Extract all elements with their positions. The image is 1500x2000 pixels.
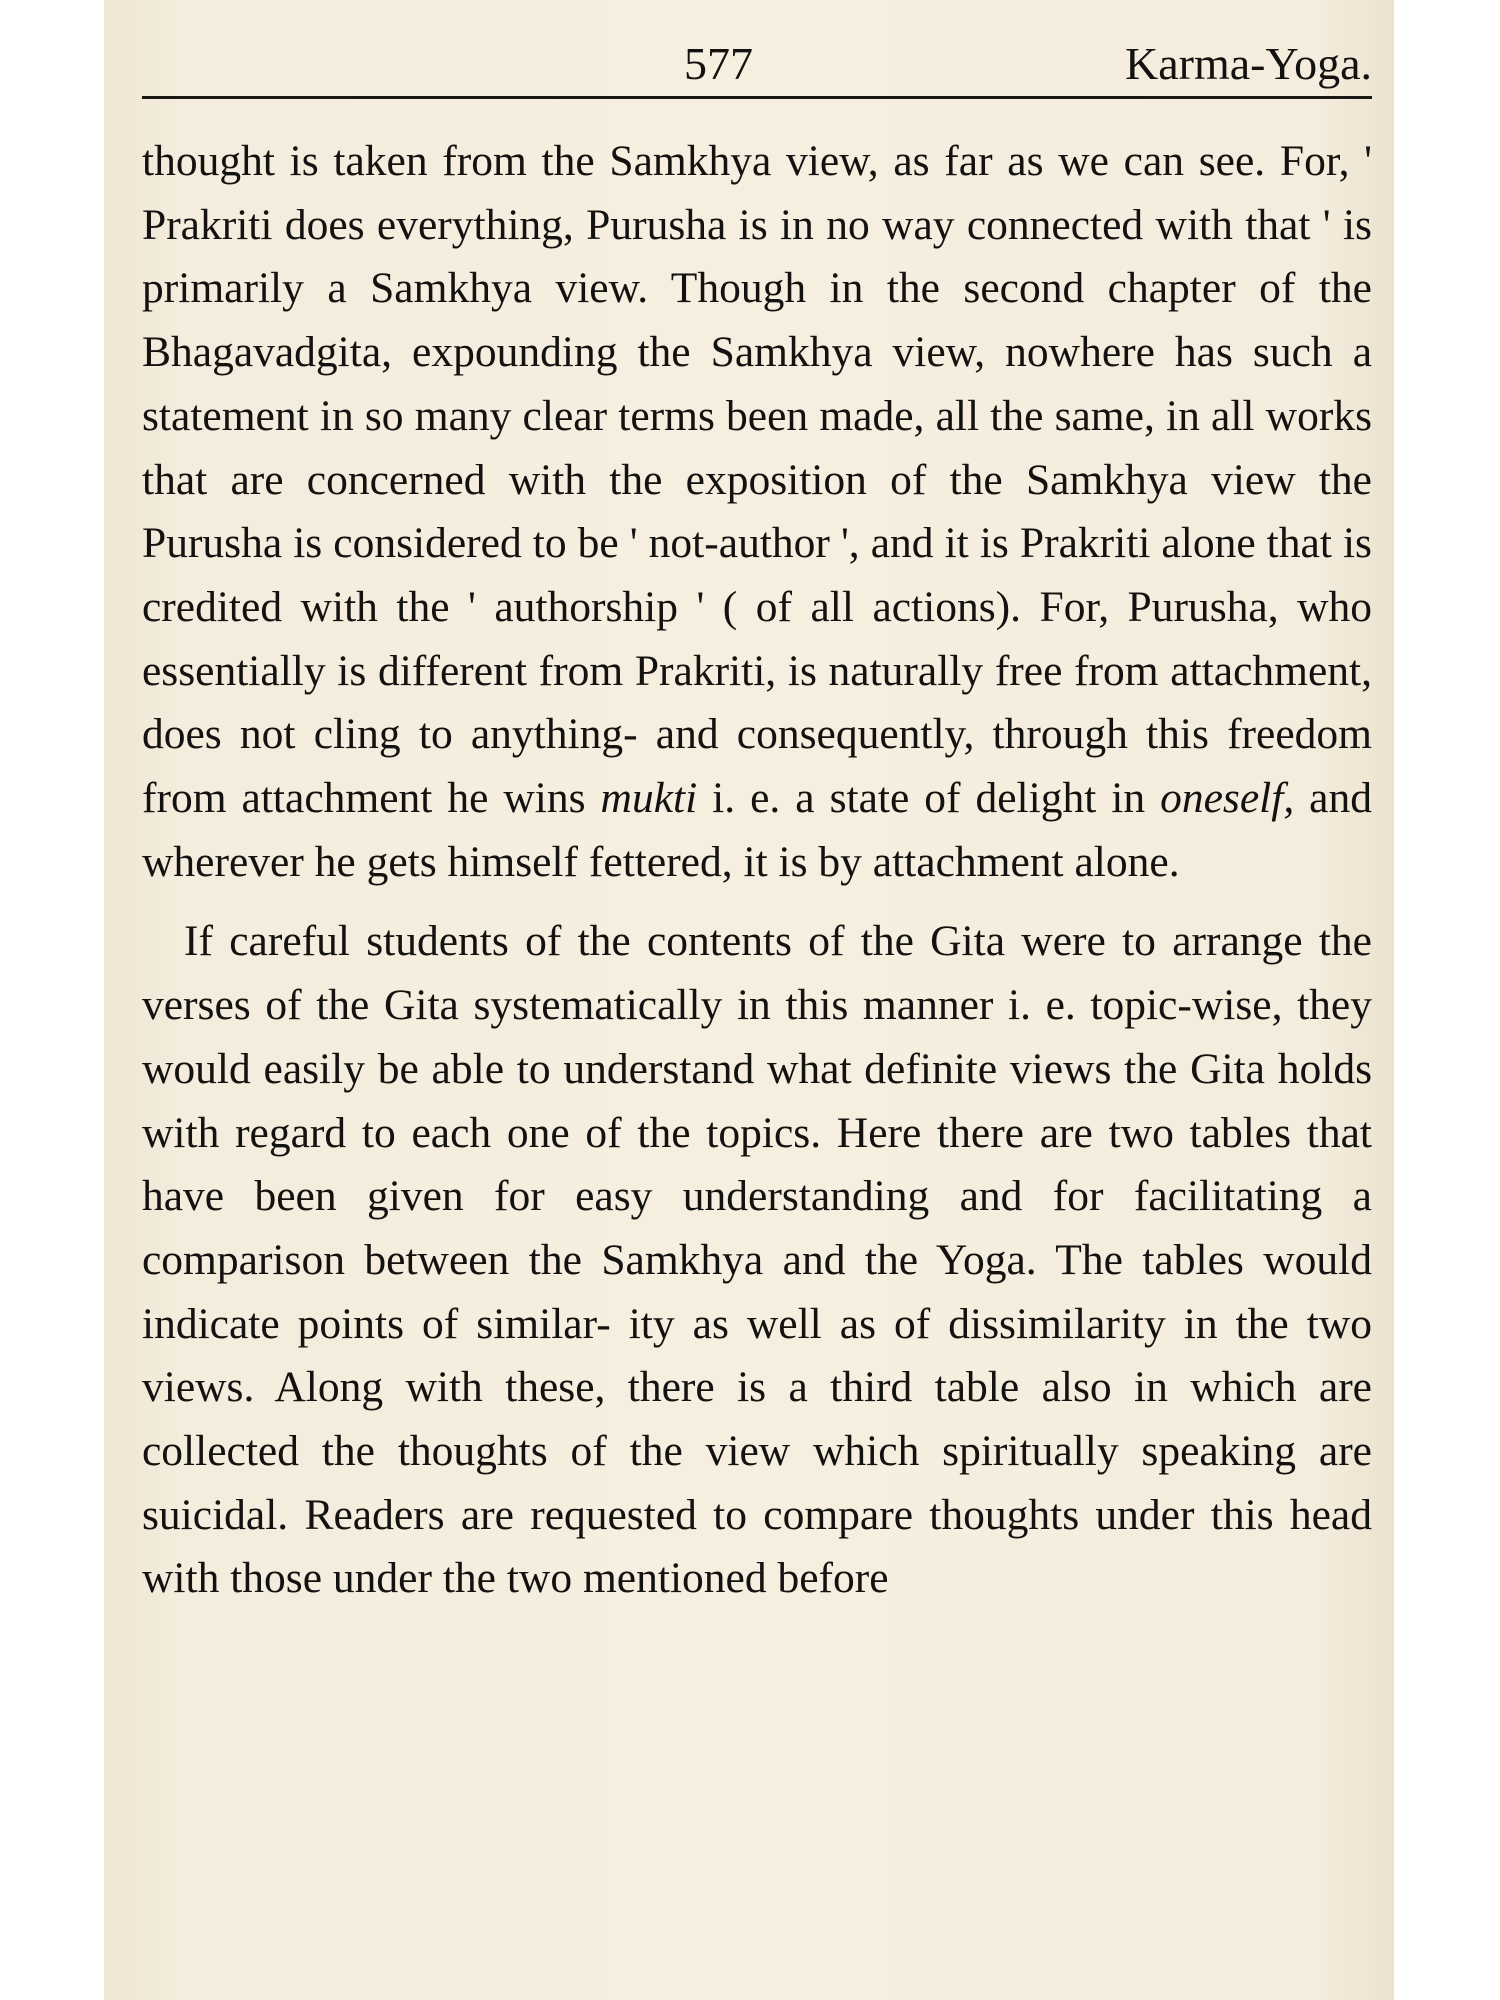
italic-term-oneself: oneself, [1160,774,1295,823]
text-segment: and wherever he gets himself fettered, it is by attachment alone. [142,774,1372,886]
paragraph-1 [142,130,1372,894]
italic-term-mukti: mukti [600,774,698,823]
page-header [142,28,1372,98]
paragraph-2 [142,910,1372,1611]
page-number: 577 [684,38,753,89]
text-segment: thought is taken from the Samkhya view, as far as we can see. For, ' Prakriti does everything, Purusha is in no way connected with that ' is primarily a Samkhya view. Though in the second chapter of the Bhagavadgita, expounding the Samkhya view, nowhere has such a statement in so many clear terms been made, all the same, in all works that are concerned with the exposition of the Samkhya view the Purusha is considered to be ' not-author ', and it is Prakriti alone that is credited with the ' authorship ' ( of all actions). For, Purusha, who essentially is different from Prakriti, is naturally free from attachment, does not cling to anything- and consequently, through this freedom from attachment he wins [142,137,1372,823]
header-rule [142,96,1372,99]
text-segment: If careful students of the contents of the Gita were to arrange the verses of the Gita systematically in this manner i. e. topic-wise, they would easily be able to understand what definite views the Gita holds with regard to each one of the topics. Here there are two tables that have been given for easy understanding and for facilitating a comparison between the Samkhya and the Yoga. The tables would indicate points of similar- ity as well as of dissimilarity in the two views. Along with these, there is a third table also in which are collected the thoughts of the view which spiritually speaking are suicidal. Readers are requested to compare thoughts under this head with those under the two mentioned before [142,917,1372,1603]
running-title: Karma-Yoga. [1124,38,1372,89]
body-text [142,130,1372,1611]
text-segment: i. e. a state of delight in [697,774,1161,823]
